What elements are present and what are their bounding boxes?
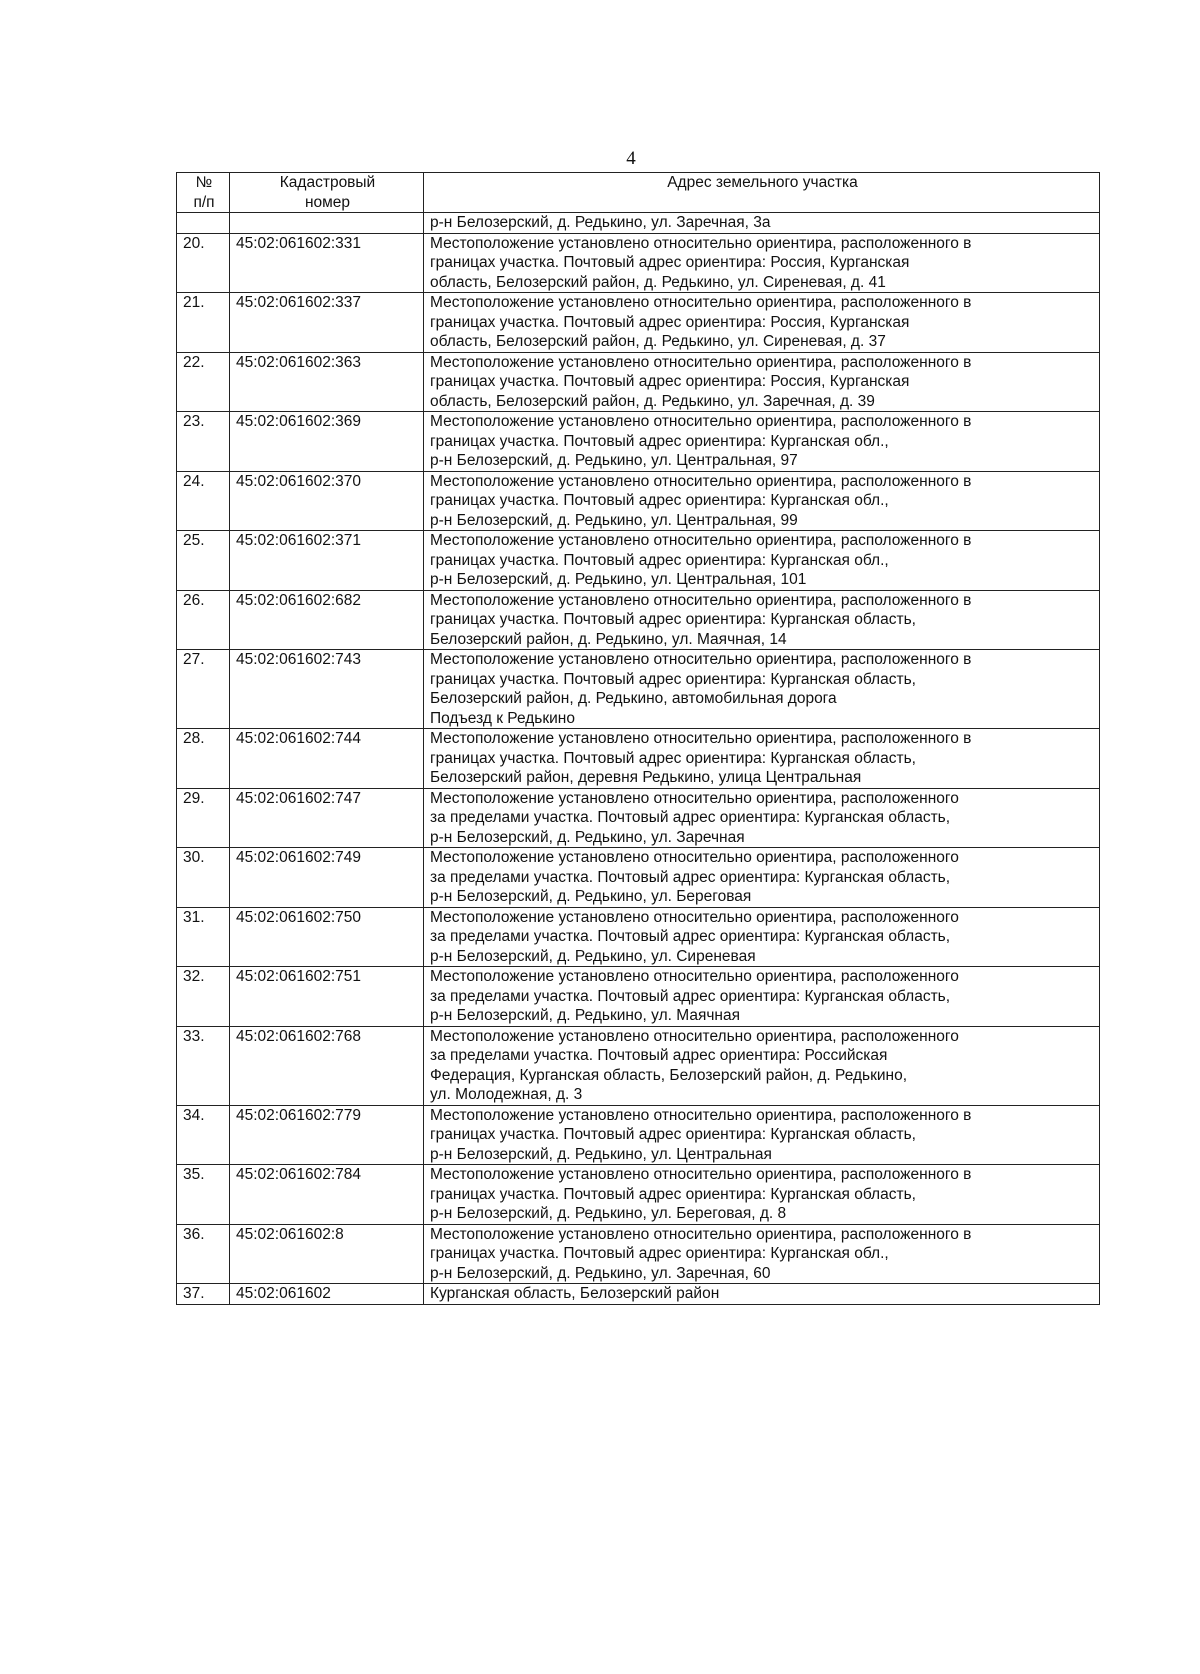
- plot-address: [424, 1224, 1100, 1284]
- plot-address: [424, 1165, 1100, 1225]
- row-number: 34.: [177, 1105, 230, 1165]
- address-line: границах участка. Почтовый адрес ориентира: Курганская область,: [430, 611, 916, 628]
- cadastral-number: 45:02:061602:743: [230, 650, 424, 729]
- row-number: 24.: [177, 471, 230, 531]
- address-line: область, Белозерский район, д. Редькино, ул. Заречная, д. 39: [430, 392, 875, 410]
- table-row: [177, 967, 1100, 1027]
- table-row: [177, 293, 1100, 353]
- table-row: [177, 907, 1100, 967]
- row-number: 32.: [177, 967, 230, 1027]
- row-number: 25.: [177, 531, 230, 591]
- header-number: [177, 173, 230, 213]
- header-cadastral-line2: номер: [304, 193, 351, 211]
- address-line: Местоположение установлено относительно ориентира, расположенного в: [430, 234, 972, 252]
- table-row: [177, 471, 1100, 531]
- address-line: границах участка. Почтовый адрес ориентира: Курганская обл.,: [430, 492, 889, 509]
- row-number: 36.: [177, 1224, 230, 1284]
- address-line: границах участка. Почтовый адрес ориентира: Курганская обл.,: [430, 1245, 889, 1262]
- row-number: 28.: [177, 729, 230, 789]
- address-line: за пределами участка. Почтовый адрес ориентира: Российская: [430, 1047, 888, 1064]
- cadastral-number: 45:02:061602:8: [230, 1224, 424, 1284]
- cadastral-number: 45:02:061602:747: [230, 788, 424, 848]
- address-line: Местоположение установлено относительно ориентира, расположенного в: [430, 1166, 972, 1183]
- address-line: р-н Белозерский, д. Редькино, ул. Центральная, 97: [430, 452, 798, 469]
- table-body: [177, 213, 1100, 1305]
- cadastral-number: 45:02:061602:744: [230, 729, 424, 789]
- address-line: р-н Белозерский, д. Редькино, ул. Маячная: [430, 1007, 740, 1024]
- header-number-line1: №: [195, 174, 213, 191]
- row-number: [177, 213, 230, 234]
- address-line: границах участка. Почтовый адрес ориентира: Россия, Курганская: [430, 313, 910, 331]
- address-line: Местоположение установлено относительно ориентира, расположенного в: [430, 294, 972, 311]
- address-line: границах участка. Почтовый адрес ориентира: Курганская область,: [430, 1185, 916, 1203]
- address-line: границах участка. Почтовый адрес ориентира: Россия, Курганская: [430, 254, 910, 271]
- address-line: Федерация, Курганская область, Белозерский район, д. Редькино,: [430, 1066, 908, 1084]
- row-number: 23.: [177, 412, 230, 472]
- table-row: [177, 352, 1100, 412]
- row-number: 37.: [177, 1284, 230, 1305]
- cadastral-number: 45:02:061602:784: [230, 1165, 424, 1225]
- address-line: Местоположение установлено относительно ориентира, расположенного в: [430, 353, 972, 371]
- address-line: Курганская область, Белозерский район: [430, 1285, 720, 1302]
- plot-address: [424, 352, 1100, 412]
- plot-address: [424, 590, 1100, 650]
- plot-address: [424, 531, 1100, 591]
- address-line: границах участка. Почтовый адрес ориентира: Курганская обл.,: [430, 551, 889, 569]
- row-number: 22.: [177, 352, 230, 412]
- cadastral-number: [230, 213, 424, 234]
- header-cadastral-line1: Кадастровый: [279, 174, 376, 191]
- table-row: [177, 531, 1100, 591]
- address-line: Местоположение установлено относительно ориентира, расположенного: [430, 789, 959, 807]
- address-line: Местоположение установлено относительно ориентира, расположенного: [430, 849, 959, 866]
- cadastral-number: 45:02:061602:682: [230, 590, 424, 650]
- plot-address: [424, 1026, 1100, 1105]
- address-line: р-н Белозерский, д. Редькино, ул. Береговая: [430, 888, 752, 905]
- address-line: ул. Молодежная, д. 3: [430, 1086, 583, 1103]
- address-line: р-н Белозерский, д. Редькино, ул. Центральная: [430, 1145, 772, 1163]
- plot-address: [424, 729, 1100, 789]
- table-row: [177, 1105, 1100, 1165]
- address-line: Местоположение установлено относительно ориентира, расположенного в: [430, 472, 972, 490]
- address-line: границах участка. Почтовый адрес ориентира: Россия, Курганская: [430, 373, 910, 390]
- table-row: [177, 1165, 1100, 1225]
- plot-address: [424, 967, 1100, 1027]
- page-number: 4: [626, 148, 636, 169]
- row-number: 21.: [177, 293, 230, 353]
- address-line: р-н Белозерский, д. Редькино, ул. Заречная, 60: [430, 1264, 771, 1282]
- header-number-line2: п/п: [193, 193, 215, 211]
- row-number: 29.: [177, 788, 230, 848]
- address-line: Местоположение установлено относительно ориентира, расположенного в: [430, 730, 972, 747]
- plot-address: [424, 1105, 1100, 1165]
- cadastral-number: 45:02:061602:751: [230, 967, 424, 1027]
- row-number: 26.: [177, 590, 230, 650]
- row-number: 31.: [177, 907, 230, 967]
- plot-address: [424, 471, 1100, 531]
- table-row: [177, 1224, 1100, 1284]
- address-line: Местоположение установлено относительно ориентира, расположенного: [430, 968, 959, 985]
- cadastral-number: 45:02:061602:371: [230, 531, 424, 591]
- address-line: границах участка. Почтовый адрес ориентира: Курганская обл.,: [430, 432, 889, 450]
- cadastral-number: 45:02:061602:369: [230, 412, 424, 472]
- table-row: [177, 213, 1100, 234]
- table-row: [177, 729, 1100, 789]
- address-line: Местоположение установлено относительно ориентира, расположенного в: [430, 591, 972, 609]
- address-line: границах участка. Почтовый адрес ориентира: Курганская область,: [430, 749, 916, 767]
- cadastral-number: 45:02:061602:750: [230, 907, 424, 967]
- cadastral-number: 45:02:061602: [230, 1284, 424, 1305]
- cadastral-number: 45:02:061602:768: [230, 1026, 424, 1105]
- cadastral-number: 45:02:061602:779: [230, 1105, 424, 1165]
- cadastral-number: 45:02:061602:749: [230, 848, 424, 908]
- header-address-label: Адрес земельного участка: [667, 174, 858, 191]
- address-line: Местоположение установлено относительно ориентира, расположенного в: [430, 532, 972, 549]
- plot-address: [424, 233, 1100, 293]
- table-row: [177, 412, 1100, 472]
- address-line: Местоположение установлено относительно ориентира, расположенного в: [430, 413, 972, 430]
- plot-address: [424, 412, 1100, 472]
- plot-address: [424, 650, 1100, 729]
- plot-address: [424, 848, 1100, 908]
- table-header-row: [177, 173, 1100, 213]
- address-line: р-н Белозерский, д. Редькино, ул. Заречная: [430, 828, 745, 846]
- address-line: за пределами участка. Почтовый адрес ориентира: Курганская область,: [430, 928, 951, 945]
- plot-address: [424, 907, 1100, 967]
- row-number: 33.: [177, 1026, 230, 1105]
- address-line: Местоположение установлено относительно ориентира, расположенного в: [430, 651, 972, 668]
- address-line: р-н Белозерский, д. Редькино, ул. Центральная, 101: [430, 571, 807, 588]
- address-line: р-н Белозерский, д. Редькино, ул. Заречная, 3а: [430, 214, 771, 231]
- plot-address: [424, 1284, 1100, 1305]
- cadastral-number: 45:02:061602:370: [230, 471, 424, 531]
- table-row: [177, 848, 1100, 908]
- row-number: 35.: [177, 1165, 230, 1225]
- address-line: р-н Белозерский, д. Редькино, ул. Сиреневая: [430, 947, 756, 965]
- table-row: [177, 650, 1100, 729]
- cadastral-number: 45:02:061602:363: [230, 352, 424, 412]
- table-row: [177, 788, 1100, 848]
- address-line: за пределами участка. Почтовый адрес ориентира: Курганская область,: [430, 809, 951, 826]
- row-number: 30.: [177, 848, 230, 908]
- plot-address: [424, 293, 1100, 353]
- address-line: Белозерский район, д. Редькино, ул. Маячная, 14: [430, 630, 787, 648]
- cadastral-number: 45:02:061602:331: [230, 233, 424, 293]
- address-line: границах участка. Почтовый адрес ориентира: Курганская область,: [430, 670, 916, 688]
- address-line: за пределами участка. Почтовый адрес ориентира: Курганская область,: [430, 868, 951, 886]
- cadastral-number: 45:02:061602:337: [230, 293, 424, 353]
- address-line: границах участка. Почтовый адрес ориентира: Курганская область,: [430, 1126, 916, 1143]
- header-address: [424, 173, 1100, 213]
- plot-address: [424, 213, 1100, 234]
- address-line: область, Белозерский район, д. Редькино, ул. Сиреневая, д. 41: [430, 273, 886, 291]
- row-number: 20.: [177, 233, 230, 293]
- plot-address: [424, 788, 1100, 848]
- address-line: р-н Белозерский, д. Редькино, ул. Центральная, 99: [430, 511, 798, 529]
- address-line: р-н Белозерский, д. Редькино, ул. Береговая, д. 8: [430, 1205, 787, 1222]
- address-line: Белозерский район, д. Редькино, автомобильная дорога: [430, 690, 837, 707]
- address-line: Местоположение установлено относительно ориентира, расположенного: [430, 908, 959, 926]
- address-line: область, Белозерский район, д. Редькино, ул. Сиреневая, д. 37: [430, 333, 886, 350]
- address-line: Местоположение установлено относительно ориентира, расположенного в: [430, 1225, 972, 1243]
- table-row: [177, 1026, 1100, 1105]
- table-row: [177, 590, 1100, 650]
- table-row: [177, 233, 1100, 293]
- row-number: 27.: [177, 650, 230, 729]
- address-line: Подъезд к Редькино: [430, 709, 575, 727]
- address-line: Местоположение установлено относительно ориентира, расположенного: [430, 1027, 959, 1045]
- table-row: [177, 1284, 1100, 1305]
- header-cadastral: [230, 173, 424, 213]
- address-line: за пределами участка. Почтовый адрес ориентира: Курганская область,: [430, 987, 951, 1005]
- address-line: Местоположение установлено относительно ориентира, расположенного в: [430, 1106, 972, 1124]
- land-plots-table: [176, 172, 1100, 1305]
- address-line: Белозерский район, деревня Редькино, улица Центральная: [430, 769, 862, 786]
